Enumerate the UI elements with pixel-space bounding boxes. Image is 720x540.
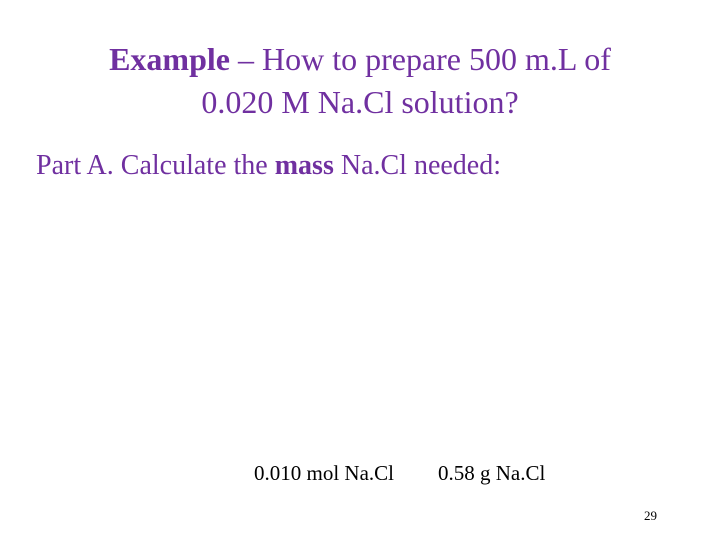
title-line-1 [0,38,720,81]
calc-term-mass: 0.58 g Na.Cl [438,461,546,485]
title-line-1-rest: – How to prepare 500 m.L of [229,41,611,77]
calc-term-moles: 0.010 mol Na.Cl [254,461,394,485]
slide-number: 29 [644,508,657,523]
part-a-suffix: Na.Cl needed: [333,150,502,181]
slide-title [0,38,720,124]
part-a-prefix: Part A. Calculate the [36,150,275,181]
part-a-heading [36,148,501,184]
title-bold-word: Example [109,41,230,77]
title-line-2: 0.020 M Na.Cl solution? [201,84,519,120]
part-a-bold-word: mass [274,150,334,181]
